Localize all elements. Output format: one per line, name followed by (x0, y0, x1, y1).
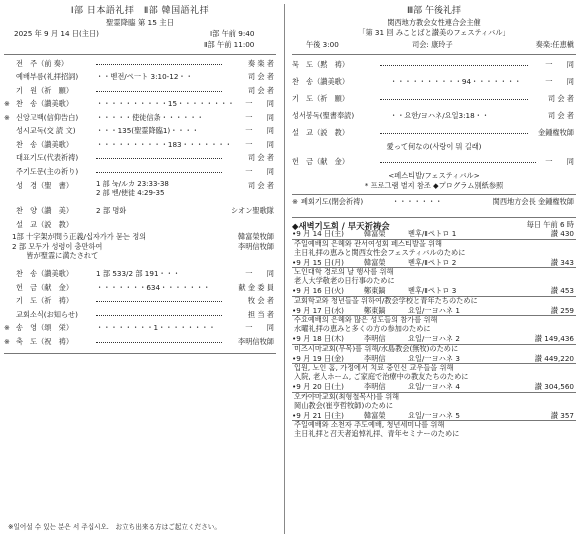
dawn-topic-ko: 주일예배의 은혜와 관서여성회 페스티발을 위해 (294, 238, 443, 248)
afternoon-item (292, 75, 576, 92)
dawn-day (292, 287, 576, 306)
dawn-date: •9 月 16 日(火) (292, 286, 344, 296)
scripture-label: 성 경（聖 書） (16, 181, 74, 191)
order-detail: ・・・・・使徒信条・・・・・・ (96, 112, 204, 122)
stand-mark: ※ (4, 324, 10, 333)
order-detail: ・・・135(聖霊降臨1)・・・・ (96, 126, 199, 136)
leader-dots (96, 172, 222, 173)
leader-dots (96, 91, 222, 92)
dawn-day-header (292, 307, 576, 317)
order-detail: 1 部 533/2 部 191・・・ (96, 269, 181, 279)
leader-dots (96, 315, 222, 316)
left-column (4, 6, 276, 534)
order-label: 찬 송（讃美歌） (16, 99, 74, 109)
festival-title: 「第 31 回 みことばと讃美のフェスティバル」 (358, 28, 510, 38)
afternoon-label: 기 도（祈 願） (292, 94, 350, 104)
dawn-book: 요일/一ヨハネ 4 (408, 382, 460, 392)
order-label: 찬 송（讃美歌） (16, 269, 74, 279)
closing-right: 関西地方会長 金鍾権牧師 (492, 197, 574, 207)
afternoon-detail: ・・요한/ヨハネ/요일3:18・・ (390, 111, 490, 121)
dawn-hymn: 讃 453 (550, 286, 574, 296)
dawn-day-header (292, 355, 576, 365)
anthem-item (4, 205, 276, 219)
program-line: * 프로그램 별지 참조 ◆プログラム別紙参照 (364, 181, 504, 191)
order-label: 축 도（祝 祷） (16, 336, 74, 346)
dawn-day-header (292, 259, 576, 269)
offering-right: 一 同 (545, 157, 574, 167)
sermon-line-3: 皆が聖霊に満たされて (12, 250, 99, 260)
dawn-topic-ja: 主日礼拝と召天者追悼礼拝、青年セミナーのために (294, 429, 460, 439)
dawn-topic-ja: 老人大学敬老の日行事のために (294, 276, 395, 286)
dawn-day-header (292, 412, 576, 422)
anthem-right: シオン聖歌隊 (230, 206, 274, 216)
stand-note: ※일어설 수 있는 분은 서 주십시오. お立ち出来る方はご起立ください。 (8, 523, 221, 531)
right-title: Ⅲ部 午後礼拝 (406, 6, 462, 16)
dawn-leader: 韓富榮 (364, 257, 386, 267)
closing-mark: ※ (292, 197, 299, 207)
column-divider (284, 4, 285, 534)
service-date: 2025 年 9 月 14 日(主日) (14, 28, 99, 38)
order-label: 대표기도(代表祈祷) (16, 153, 79, 163)
afternoon-order (292, 58, 576, 143)
afternoon-item (292, 126, 576, 143)
afternoon-leader: 司 会 者 (547, 94, 574, 104)
left-subtitle: 聖霊降臨 第 15 主日 (105, 17, 175, 27)
dawn-day (292, 383, 576, 411)
anthem-mid: 2 部 명화 (96, 206, 127, 216)
order-label: 전 주（前 奏） (16, 58, 69, 68)
leader-dots (380, 133, 528, 134)
dawn-book: 벧후/Ⅱペトロ 2 (408, 257, 457, 267)
part2-time: Ⅱ部 午前 11:00 (204, 39, 255, 49)
dawn-topic-ko: 미즈시마교회(무목)를 위해/水島教会(無牧)のために (294, 343, 459, 353)
order-label: 헌 금（献 金） (16, 282, 74, 292)
order-label: 교회소식(お知らせ) (16, 309, 78, 319)
closing-label: 폐회기도(閉会祈祷) (301, 197, 364, 207)
order-detail: ・・・・・・・634・・・・・・・ (96, 282, 211, 292)
sermon-title: 愛って何なの(사랑이 뭐 길래) (386, 142, 482, 152)
afternoon-leader: 司 会 者 (547, 111, 574, 121)
scripture-line-2: 2 部 벧/使徒 4:29-35 (96, 188, 165, 197)
dawn-leader: 鄭東鎬 (364, 305, 386, 315)
order-item (4, 152, 276, 166)
dawn-leader: 韓富榮 (364, 410, 386, 420)
dawn-topic-ko: 노인대학 경로의 날 행사를 위해 (294, 267, 394, 277)
order-leader: 一 同 (245, 99, 274, 109)
dawn-leader: 李明信 (364, 353, 386, 363)
order-item (4, 85, 276, 99)
dawn-day-header (292, 230, 576, 240)
dawn-leader: 韓富榮 (364, 229, 386, 239)
dawn-date: •9 月 19 日(金) (292, 353, 344, 363)
leader-dots (380, 99, 528, 100)
sermon-line-1: 1部 十字架が問う正義/십자가가 묻는 정의 (12, 232, 147, 242)
dawn-book: 요일/一ヨハネ 5 (408, 410, 460, 420)
scripture-right: 司 会 者 (247, 181, 274, 191)
divider (4, 353, 276, 354)
order-label: 기 도（祈 祷） (16, 296, 74, 306)
order-item (4, 322, 276, 336)
order-leader: 奏 楽 者 (247, 58, 274, 68)
offering-dots (380, 162, 536, 163)
dawn-date: •9 月 21 日(主) (292, 410, 344, 420)
order-label: 찬 송（讃美歌） (16, 139, 74, 149)
order-item (4, 268, 276, 282)
dawn-title: ◆새벽기도회 / 早天祈祷会 (292, 221, 390, 232)
dawn-topic-ja: 入院, 老人ホーム, ご家庭で治療中の教友たちのために (294, 372, 469, 382)
order-item (4, 282, 276, 296)
dawn-hymn: 讃 430 (550, 229, 574, 239)
dawn-day-header (292, 287, 576, 297)
order-detail: ・・・・・・・・・・15・・・・・・・・ (96, 99, 235, 109)
afternoon-leader: 一 同 (545, 77, 574, 87)
festival-line: <페스티발/フェスティバル> (388, 171, 480, 181)
dawn-topic-ja: 岡山教会(崔亨哲牧師)のために (294, 400, 394, 410)
order-leader: 一 同 (245, 269, 274, 279)
dawn-time: 毎日 午前 6 時 (526, 220, 574, 230)
order-item (4, 139, 276, 153)
dawn-date: •9 月 18 日(木) (292, 334, 344, 344)
afternoon-label: 찬 송（讃美歌） (292, 77, 350, 87)
order-label: 예배부름(礼拝招詞) (16, 72, 79, 82)
afternoon-item (292, 58, 576, 75)
dawn-day-header (292, 335, 576, 345)
anthem-label: 찬 양（讃 美） (16, 206, 74, 216)
dawn-hymn: 讃 343 (550, 257, 574, 267)
order-item (4, 98, 276, 112)
order-label: 기 원（祈 願） (16, 85, 74, 95)
order-list-2 (4, 268, 276, 349)
dawn-book: 요일/一ヨハネ 3 (408, 353, 460, 363)
afternoon-meta (292, 41, 576, 51)
afternoon-label: 묵 도（黙 祷） (292, 60, 350, 70)
dawn-day (292, 307, 576, 335)
dawn-topic-ko: 오카야마교회(최형철목사)를 위해 (294, 391, 400, 401)
order-leader: 一 同 (245, 166, 274, 176)
dawn-date: •9 月 17 日(水) (292, 305, 344, 315)
order-item (4, 58, 276, 72)
order-leader: 一 同 (245, 112, 274, 122)
order-label: 주기도문(主の祈り) (16, 166, 79, 176)
afternoon-item (292, 109, 576, 126)
dawn-date: •9 月 20 日(土) (292, 382, 344, 392)
dawn-hymn: 讃 357 (550, 410, 574, 420)
leader-dots (96, 158, 222, 159)
dawn-leader: 李明信 (364, 334, 386, 344)
dawn-topic-ja: 主日礼拝の恵みと関西女性会フェスティバルのために (294, 247, 466, 257)
dawn-topic-ko: 주일예배와 소천자 추도예배, 청년세미나를 위해 (294, 420, 445, 430)
sermon-preacher-2: 李明信牧師 (238, 241, 274, 251)
afternoon-label: 성서봉독(聖書奉読) (292, 111, 355, 121)
sermon-line-2: 2 部 모두가 성령이 충만하여 (12, 241, 103, 251)
dawn-day (292, 259, 576, 287)
order-item (4, 166, 276, 180)
sermon-label: 설 교（説 教） (16, 219, 74, 229)
order-leader: 献 金 委 員 (238, 282, 274, 292)
sermon-detail (4, 232, 276, 268)
dawn-prayer-header (292, 217, 576, 232)
dawn-book: 요일/一ヨハネ 1 (408, 305, 460, 315)
order-detail: ・・・・・・・・1・・・・・・・・ (96, 323, 216, 333)
time-row (4, 41, 276, 51)
dawn-book: 벧후/Ⅱペトロ 3 (408, 286, 457, 296)
afternoon-label: 설 교（説 教） (292, 128, 350, 138)
scripture-line-1: 1 部 눅/ルカ 23:33-38 (96, 180, 169, 189)
right-subtitle: 関西地方教会女性連合会主催 (387, 17, 481, 27)
dawn-leader: 鄭東鎬 (364, 286, 386, 296)
right-column (292, 6, 576, 534)
order-label: 성시교독(交 読 文) (16, 126, 76, 136)
order-item (4, 125, 276, 139)
order-leader: 司 会 者 (247, 153, 274, 163)
stand-mark: ※ (4, 100, 10, 109)
sermon-preacher-1: 韓富榮牧師 (238, 232, 274, 242)
dawn-day (292, 335, 576, 354)
order-label: 신앙고백(信仰告白) (16, 112, 79, 122)
dawn-topic-ja: 水曜礼拝の恵みと多くの方の参加のために (294, 324, 431, 334)
stand-mark: ※ (4, 113, 10, 122)
dawn-book: 벧후/Ⅱペトロ 1 (408, 229, 457, 239)
order-list-1 (4, 58, 276, 180)
leader-dots (96, 64, 222, 65)
order-leader: 牧 会 者 (247, 296, 274, 306)
order-item (4, 71, 276, 85)
order-leader: 司 会 者 (247, 85, 274, 95)
dawn-hymn: 讃 449,220 (534, 353, 574, 363)
left-title: Ⅰ部 日本語礼拝 Ⅱ部 韓国語礼拝 (70, 6, 210, 16)
order-item (4, 336, 276, 350)
order-leader: 担 当 者 (247, 309, 274, 319)
offering-item (292, 155, 576, 172)
scripture-item (4, 179, 276, 205)
closing-prayer-item (292, 194, 576, 211)
order-leader: 一 同 (245, 323, 274, 333)
afternoon-leader: 金鍾権牧師 (538, 128, 574, 138)
order-leader: 一 同 (245, 126, 274, 136)
order-leader: 司 会 者 (247, 72, 274, 82)
leader-dots (96, 301, 222, 302)
order-leader: 李明信牧師 (238, 336, 274, 346)
dawn-day (292, 355, 576, 383)
dawn-hymn: 讃 304,560 (534, 382, 574, 392)
dawn-date: •9 月 15 日(月) (292, 257, 344, 267)
afternoon-detail: ・・・・・・・・・・94・・・・・・・ (390, 77, 522, 87)
order-detail: ・・벧전/ペ一ト 3:10-12・・ (96, 72, 193, 82)
dawn-topic-ko: 수요예배의 은혜와 많은 성도들의 참가를 위해 (294, 315, 438, 325)
order-leader: 一 同 (245, 139, 274, 149)
dawn-hymn: 讃 259 (550, 305, 574, 315)
dawn-leader: 李明信 (364, 382, 386, 392)
offering-label: 헌 금（献 金） (292, 157, 350, 167)
divider (292, 54, 576, 55)
afternoon-leader: 一 同 (545, 60, 574, 70)
dawn-days (292, 230, 576, 439)
dawn-date: •9 月 14 日(主) (292, 229, 344, 239)
afternoon-pianist: 奏楽:任恵槇 (535, 40, 574, 50)
dawn-hymn: 讃 149,436 (534, 334, 574, 344)
sermon-item (4, 219, 276, 233)
dawn-day (292, 230, 576, 258)
afternoon-item (292, 92, 576, 109)
order-detail: ・・・・・・・・・・183・・・・・・・ (96, 139, 232, 149)
order-item (4, 309, 276, 323)
afternoon-mc: 司会: 康玲子 (412, 40, 453, 50)
dawn-day (292, 412, 576, 440)
part1-time: Ⅰ部 午前 9:40 (210, 28, 255, 38)
order-item (4, 112, 276, 126)
dawn-day-header (292, 383, 576, 393)
order-label: 송 영（頌 栄） (16, 323, 74, 333)
divider (4, 54, 276, 55)
leader-dots (380, 65, 528, 66)
leader-dots (96, 342, 222, 343)
stand-mark: ※ (4, 337, 10, 346)
closing-dots: ・・・・・・・ (392, 197, 443, 207)
afternoon-time: 午後 3:00 (306, 40, 339, 50)
order-item (4, 295, 276, 309)
dawn-book: 요일/一ヨハネ 2 (408, 334, 460, 344)
dawn-topic-ko: 교회학교와 청년들을 위하여/教会学校と青年たちのために (294, 295, 478, 305)
dawn-topic-ko: 입원, 노인 홈, 가정에서 치료 중인신 교우들을 위해 (294, 363, 454, 373)
